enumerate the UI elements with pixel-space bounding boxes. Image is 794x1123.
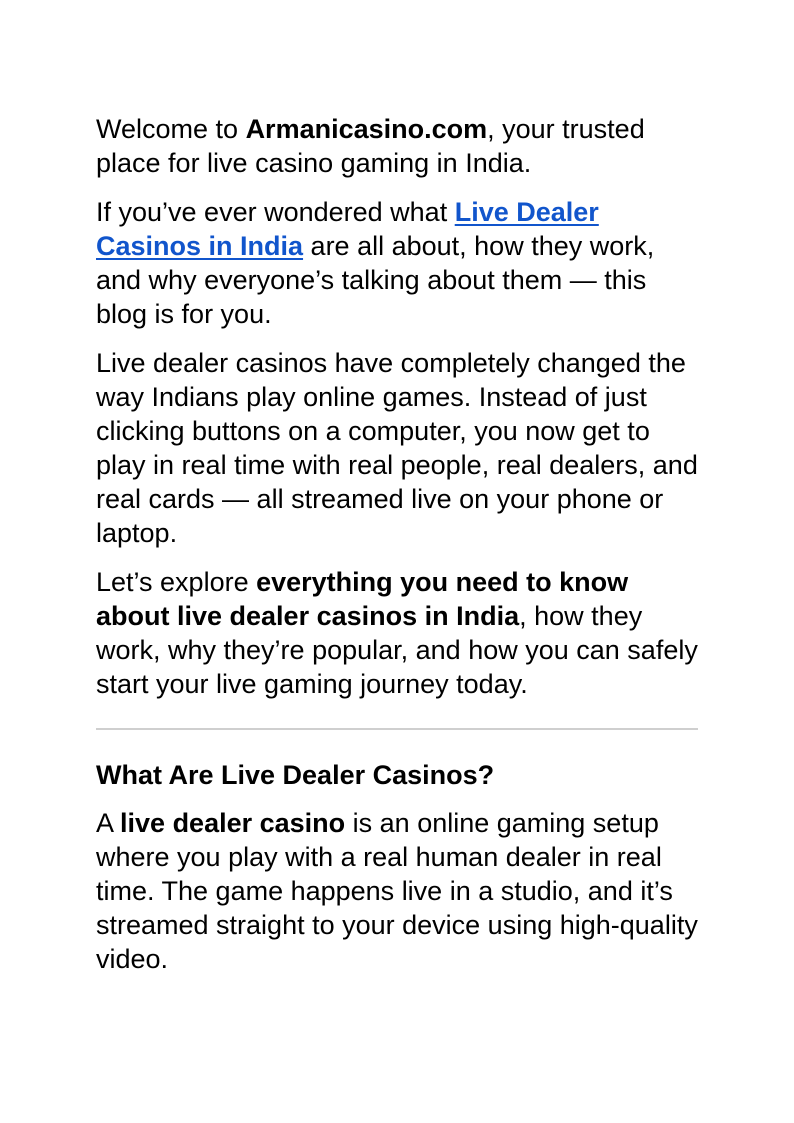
brand-name: Armanicasino.com (245, 114, 488, 144)
welcome-text-before: Welcome to (96, 114, 246, 144)
definition-text-before: A (96, 808, 121, 838)
welcome-text-after: , your trusted place for live casino gaming in India. (96, 114, 645, 178)
explore-text-before: Let’s explore (96, 567, 257, 597)
section-paragraph-definition (96, 806, 698, 976)
definition-text-after: is an online gaming setup where you play with a real human dealer in real time. The game happens live in a studio, and it’s streamed straight to your device using high-quality video. (96, 808, 698, 974)
explore-text-bold: everything you need to know about live dealer casinos in India (96, 567, 629, 631)
live-dealer-casinos-link[interactable]: Live Dealer Casinos in India (96, 197, 599, 261)
wondered-text-before: If you’ve ever wondered what (96, 197, 455, 227)
explore-text-after: , how they work, why they’re popular, and how you can safely start your live gaming journey today. (96, 601, 698, 699)
section-divider (96, 728, 698, 730)
wondered-text-after: are all about, how they work, and why everyone’s talking about them — this blog is for you. (96, 231, 655, 329)
section-heading-what-are: What Are Live Dealer Casinos? (96, 760, 495, 790)
intro-paragraph-explore (96, 565, 698, 701)
definition-text-bold: live dealer casino (120, 808, 346, 838)
intro-paragraph-changed: Live dealer casinos have completely changed the way Indians play online games. Instead of just clicking buttons on a computer, you now get to play in real time with real people, real dealers, and real cards — all streamed live on your phone or laptop. (96, 348, 698, 548)
article-body (96, 112, 698, 991)
intro-paragraph-wondered (96, 195, 698, 331)
intro-paragraph-welcome (96, 112, 698, 180)
